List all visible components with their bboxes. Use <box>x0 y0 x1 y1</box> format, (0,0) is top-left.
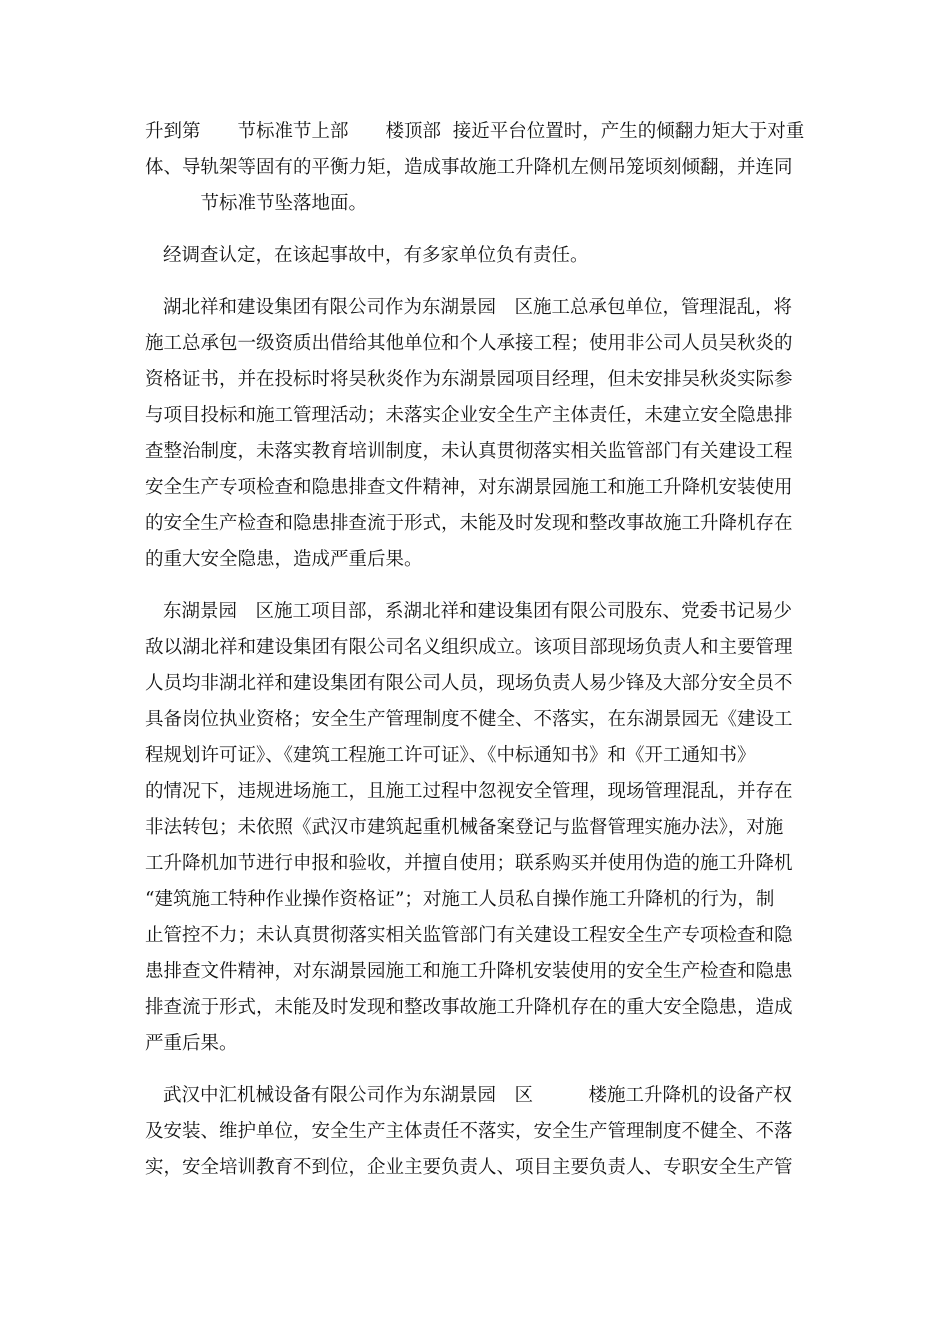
text-line: 与项目投标和施工管理活动；未落实企业安全生产主体责任，未建立安全隐患排 <box>145 405 793 426</box>
text-line: 严重后果。 <box>145 1033 238 1054</box>
text-line: 节标准节坠落地面。 <box>145 193 368 214</box>
text-line: 的重大安全隐患，造成严重后果。 <box>145 549 423 570</box>
text-line: “建筑施工特种作业操作资格证”；对施工人员私自操作施工升降机的行为，制 <box>145 889 775 910</box>
paragraph-accident-cause <box>145 114 810 222</box>
paragraph-general-contractor <box>145 290 810 578</box>
text-line: 经调查认定，在该起事故中，有多家单位负有责任。 <box>163 245 589 266</box>
paragraph-investigation-finding <box>145 238 810 274</box>
text-line: 止管控不力；未认真贯彻落实相关监管部门有关建设工程安全生产专项检查和隐 <box>145 925 793 946</box>
text-line: 患排查文件精神，对东湖景园施工和施工升降机安装使用的安全生产检查和隐患 <box>145 961 793 982</box>
text-line: 敌以湖北祥和建设集团有限公司名义组织成立。该项目部现场负责人和主要管理 <box>145 637 793 658</box>
text-line: 的安全生产检查和隐患排查流于形式，未能及时发现和整改事故施工升降机存在 <box>145 513 793 534</box>
text-line: 武汉中汇机械设备有限公司作为东湖景园 区 楼施工升降机的设备产权 <box>163 1085 793 1106</box>
text-line: 体、导轨架等固有的平衡力矩，造成事故施工升降机左侧吊笼顷刻倾翻，并连同 <box>145 157 793 178</box>
text-line: 东湖景园 区施工项目部，系湖北祥和建设集团有限公司股东、党委书记易少 <box>163 601 793 622</box>
text-line: 具备岗位执业资格；安全生产管理制度不健全、不落实，在东湖景园无《建设工 <box>145 709 793 730</box>
text-line: 施工总承包一级资质出借给其他单位和个人承接工程；使用非公司人员吴秋炎的 <box>145 333 793 354</box>
paragraph-equipment-company <box>145 1078 810 1186</box>
text-line: 资格证书，并在投标时将吴秋炎作为东湖景园项目经理，但未安排吴秋炎实际参 <box>145 369 793 390</box>
text-line: 升到第 节标准节上部 楼顶部 接近平台位置时，产生的倾翻力矩大于对重 <box>145 121 805 142</box>
text-line: 工升降机加节进行申报和验收，并擅自使用；联系购买并使用伪造的施工升降机 <box>145 853 793 874</box>
text-line: 湖北祥和建设集团有限公司作为东湖景园 区施工总承包单位，管理混乱，将 <box>163 297 793 318</box>
text-line: 安全生产专项检查和隐患排查文件精神，对东湖景园施工和施工升降机安装使用 <box>145 477 793 498</box>
text-line: 非法转包；未依照《武汉市建筑起重机械备案登记与监督管理实施办法》，对施 <box>145 817 784 838</box>
text-line: 的情况下，违规进场施工，且施工过程中忽视安全管理，现场管理混乱，并存在 <box>145 781 793 802</box>
text-line: 查整治制度，未落实教育培训制度，未认真贯彻落实相关监管部门有关建设工程 <box>145 441 793 462</box>
text-line: 程规划许可证》、《建筑工程施工许可证》、《中标通知书》和《开工通知书》 <box>145 745 756 766</box>
text-line: 人员均非湖北祥和建设集团有限公司人员，现场负责人易少锋及大部分安全员不 <box>145 673 793 694</box>
text-line: 排查流于形式，未能及时发现和整改事故施工升降机存在的重大安全隐患，造成 <box>145 997 793 1018</box>
document-body <box>145 114 810 1186</box>
text-line: 及安装、维护单位，安全生产主体责任不落实，安全生产管理制度不健全、不落 <box>145 1121 793 1142</box>
text-line: 实，安全培训教育不到位，企业主要负责人、项目主要负责人、专职安全生产管 <box>145 1157 793 1178</box>
paragraph-project-department <box>145 594 810 1062</box>
